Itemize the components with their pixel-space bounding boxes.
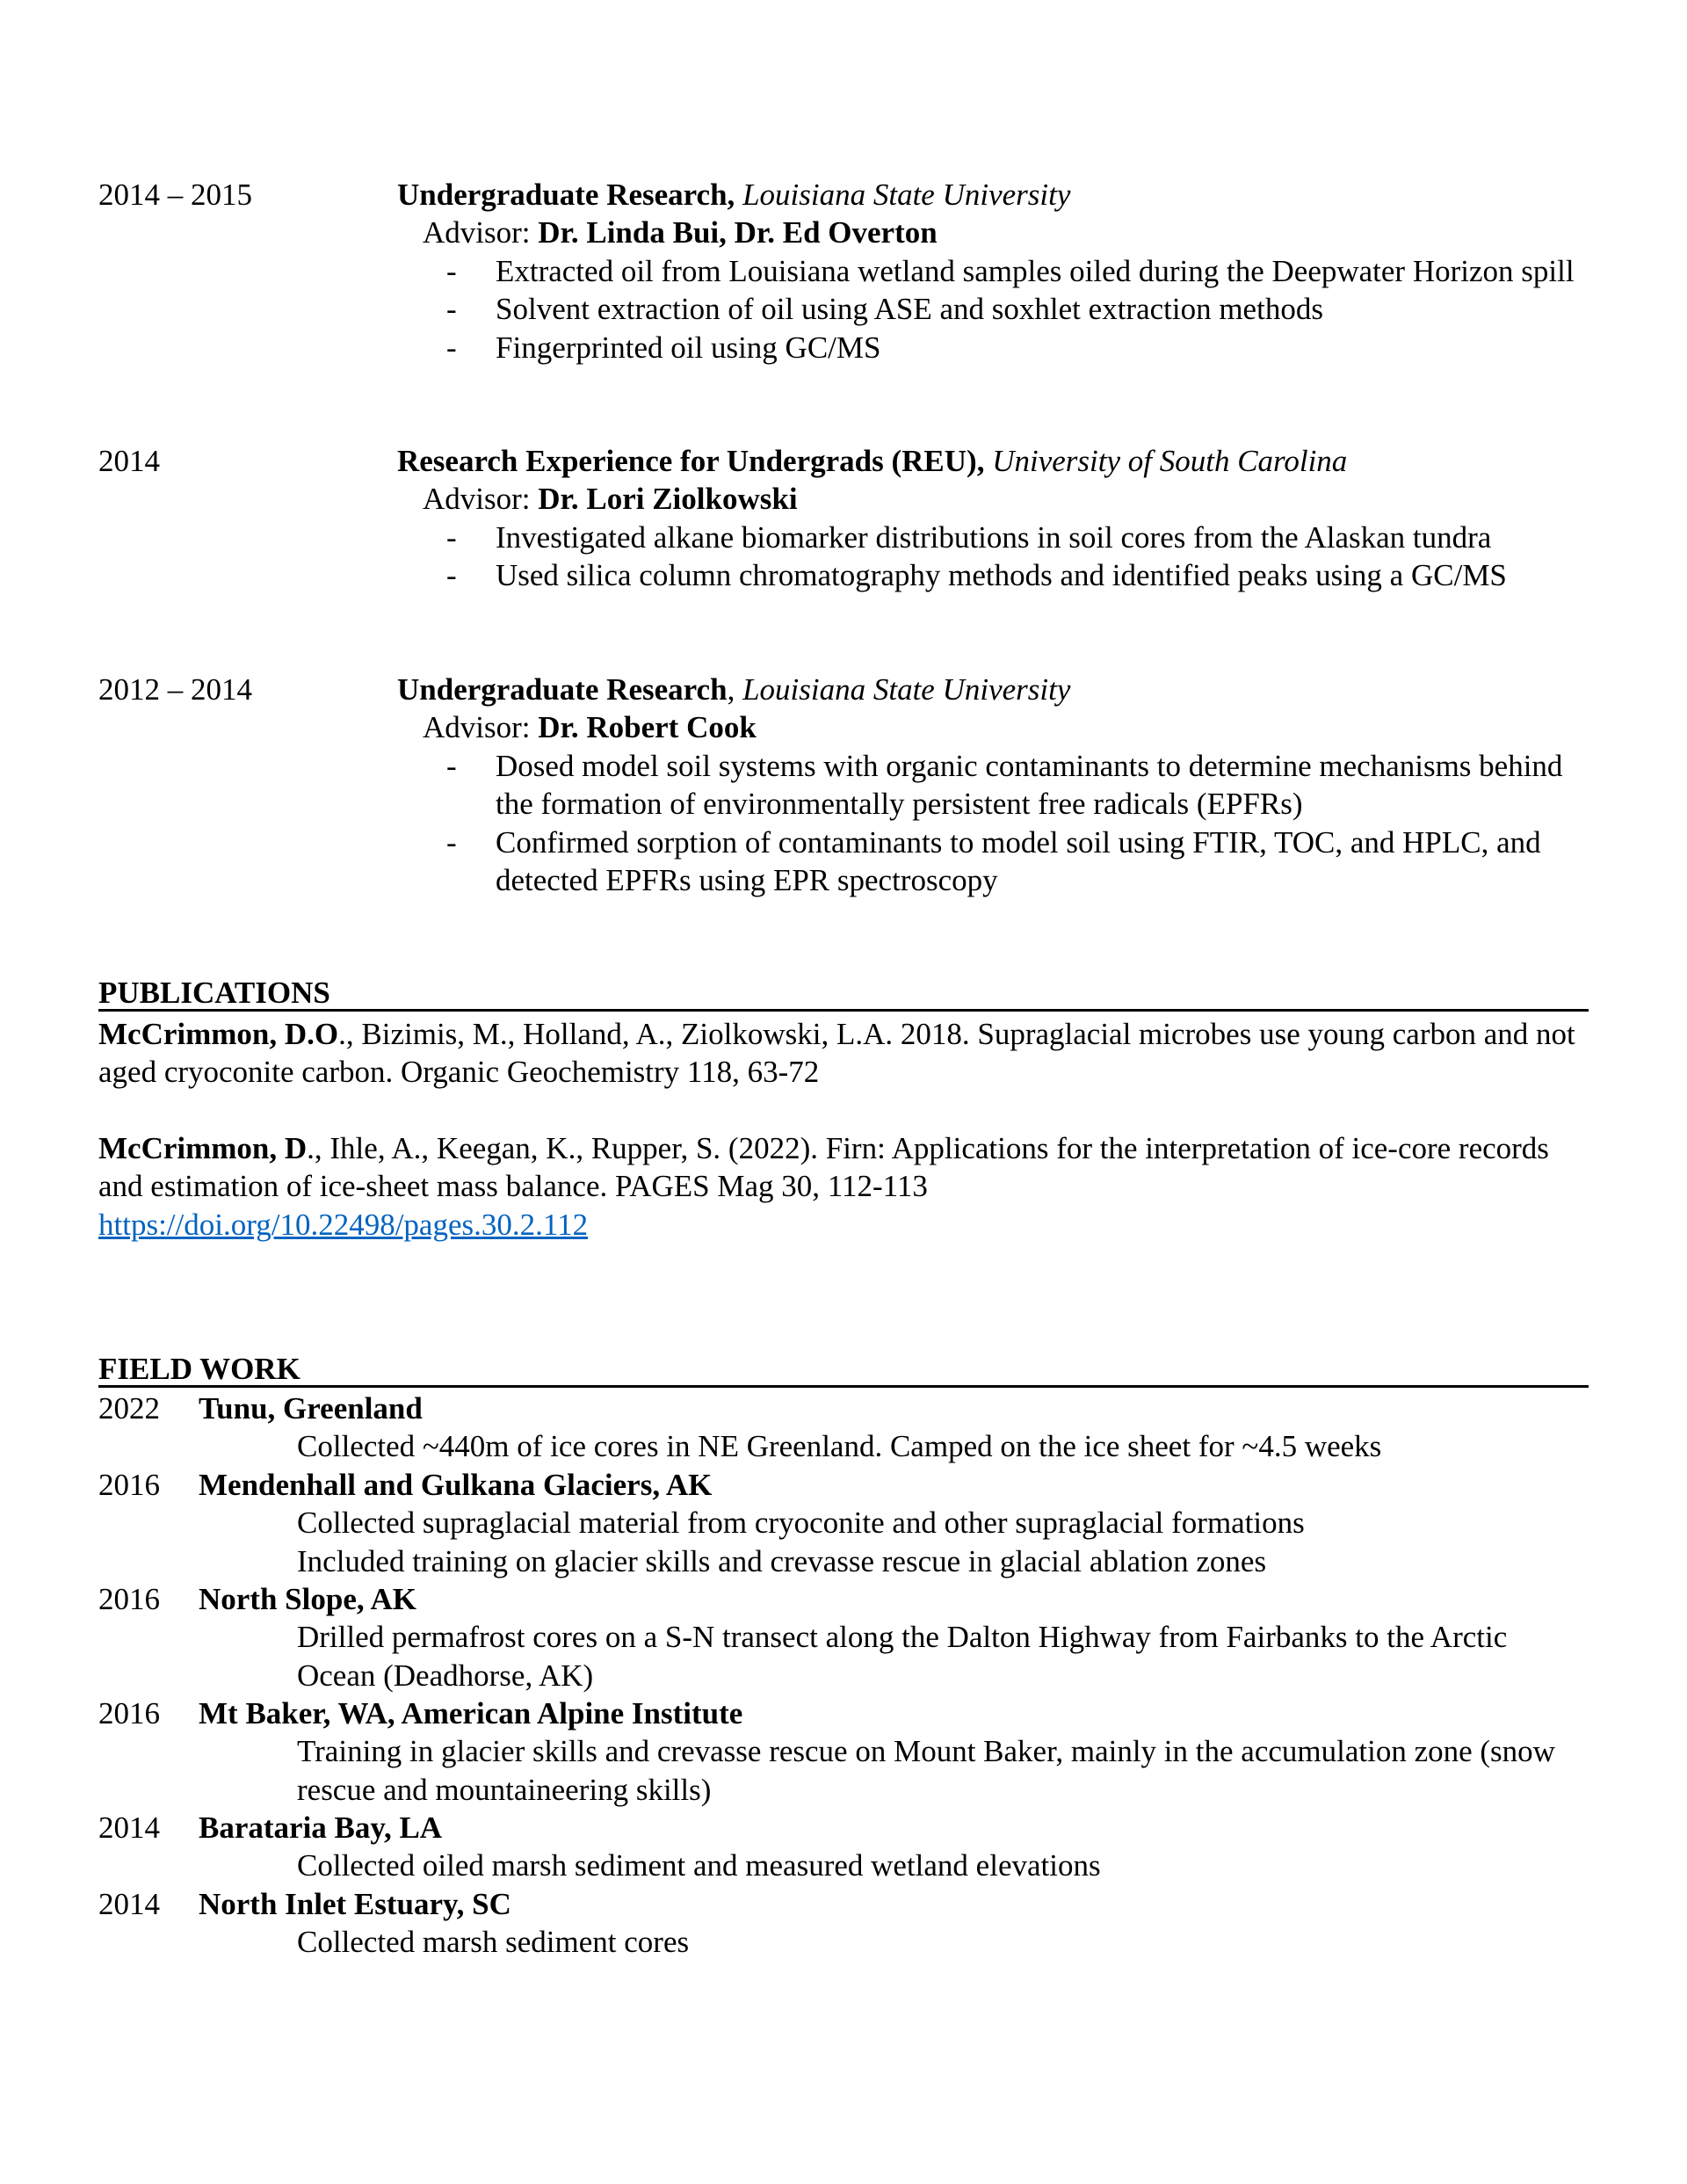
entry-institution: Louisiana State University xyxy=(742,672,1071,707)
entry-institution: Louisiana State University xyxy=(742,178,1071,212)
field-work-year: 2022 xyxy=(98,1391,160,1426)
bullet-item: - Dosed model soil systems with organic contaminants to determine mechanisms behind the formation of environmentally persistent free radicals (EPFRs) xyxy=(446,748,1563,822)
bullet-dash: - xyxy=(446,253,457,288)
field-work-year: 2014 xyxy=(98,1887,160,1921)
bullet-dash: - xyxy=(446,292,457,327)
publication-item: McCrimmon, D., Ihle, A., Keegan, K., Rupper, S. (2022). Firn: Applications for the interpretation of ice-core records and estimation of ice-sheet mass balance. PAGES Mag 30, 112-113 https://doi.org/10.22498/pages.30.2.112 xyxy=(98,1131,1549,1242)
entry-advisor: Advisor: Dr. Lori Ziolkowski xyxy=(423,482,798,517)
entry-role: Research Experience for Undergrads (REU), xyxy=(397,444,985,478)
field-work-year: 2016 xyxy=(98,1696,160,1731)
bullet-dash: - xyxy=(446,519,457,555)
field-work-location: North Inlet Estuary, SC xyxy=(199,1887,511,1921)
entry-role: Undergraduate Research, xyxy=(397,178,735,212)
bullet-item: - Fingerprinted oil using GC/MS xyxy=(397,329,1592,366)
publication-doi-link[interactable]: https://doi.org/10.22498/pages.30.2.112 xyxy=(98,1207,589,1242)
field-work-heading: FIELD WORK xyxy=(98,1353,1589,1388)
bullet-item: - Solvent extraction of oil using ASE and soxhlet extraction methods xyxy=(397,290,1592,328)
entry-role: Undergraduate Research xyxy=(397,672,728,707)
entry-title xyxy=(397,442,1592,480)
field-work-location: Tunu, Greenland xyxy=(199,1391,423,1426)
entry-title: Undergraduate Research, Louisiana State University xyxy=(397,672,1071,707)
entry-advisor: Advisor: Dr. Robert Cook xyxy=(423,710,757,745)
field-work-year: 2016 xyxy=(98,1468,160,1502)
advisor-names: Dr. Lori Ziolkowski xyxy=(538,482,798,517)
field-work-description: Collected supraglacial material from cryoconite and other supraglacial formations Included training on glacier skills and crevasse rescue in glacial ablation zones xyxy=(297,1506,1305,1578)
entry-bullets xyxy=(397,519,1592,595)
publication-item: McCrimmon, D.O., Bizimis, M., Holland, A., Ziolkowski, L.A. 2018. Supraglacial microbes use young carbon and not aged cryoconite carbon. Organic Geochemistry 118, 63-72 xyxy=(98,1017,1575,1090)
entry-advisor: Advisor: Dr. Linda Bui, Dr. Ed Overton xyxy=(423,215,938,250)
field-work-description: Collected marsh sediment cores xyxy=(297,1925,690,1960)
entry-bullets xyxy=(397,252,1592,366)
field-work-description: Training in glacier skills and crevasse rescue on Mount Baker, mainly in the accumulation zone (snow rescue and mountaineering skills) xyxy=(297,1734,1555,1807)
publications-heading: PUBLICATIONS xyxy=(98,977,1589,1012)
entry-date: 2012 – 2014 xyxy=(98,672,252,707)
entry-date: 2014 – 2015 xyxy=(98,178,252,212)
field-work-description: Collected oiled marsh sediment and measured wetland elevations xyxy=(297,1848,1101,1883)
entry-institution: University of South Carolina xyxy=(992,444,1348,478)
field-work-location: North Slope, AK xyxy=(199,1582,416,1616)
field-work-location: Barataria Bay, LA xyxy=(199,1810,443,1845)
field-work-location: Mendenhall and Gulkana Glaciers, AK xyxy=(199,1468,713,1502)
entry-bullets xyxy=(397,747,1592,900)
bullet-dash: - xyxy=(446,748,457,783)
bullet-dash: - xyxy=(446,330,457,365)
advisor-names: Dr. Robert Cook xyxy=(538,710,757,745)
field-work-year: 2016 xyxy=(98,1582,160,1616)
field-work-description: Drilled permafrost cores on a S-N transect along the Dalton Highway from Fairbanks to the Arctic Ocean (Deadhorse, AK) xyxy=(297,1620,1508,1693)
bullet-item: - Investigated alkane biomarker distributions in soil cores from the Alaskan tundra xyxy=(397,519,1592,556)
entry-title xyxy=(397,176,1592,214)
field-work-description: Collected ~440m of ice cores in NE Greenland. Camped on the ice sheet for ~4.5 weeks xyxy=(297,1429,1382,1464)
publication-author: McCrimmon, D.O xyxy=(98,1017,339,1051)
bullet-dash: - xyxy=(446,824,457,860)
publication-author: McCrimmon, D xyxy=(98,1131,308,1165)
advisor-names: Dr. Linda Bui, Dr. Ed Overton xyxy=(538,215,938,250)
bullet-item: - Confirmed sorption of contaminants to model soil using FTIR, TOC, and HPLC, and detected EPFRs using EPR spectroscopy xyxy=(446,824,1541,898)
bullet-item: - Extracted oil from Louisiana wetland samples oiled during the Deepwater Horizon spill xyxy=(397,252,1592,290)
field-work-location: Mt Baker, WA, American Alpine Institute xyxy=(199,1696,743,1731)
bullet-dash: - xyxy=(446,558,457,593)
entry-date: 2014 xyxy=(98,444,160,478)
field-work-year: 2014 xyxy=(98,1810,160,1845)
bullet-item: - Used silica column chromatography methods and identified peaks using a GC/MS xyxy=(397,556,1592,594)
